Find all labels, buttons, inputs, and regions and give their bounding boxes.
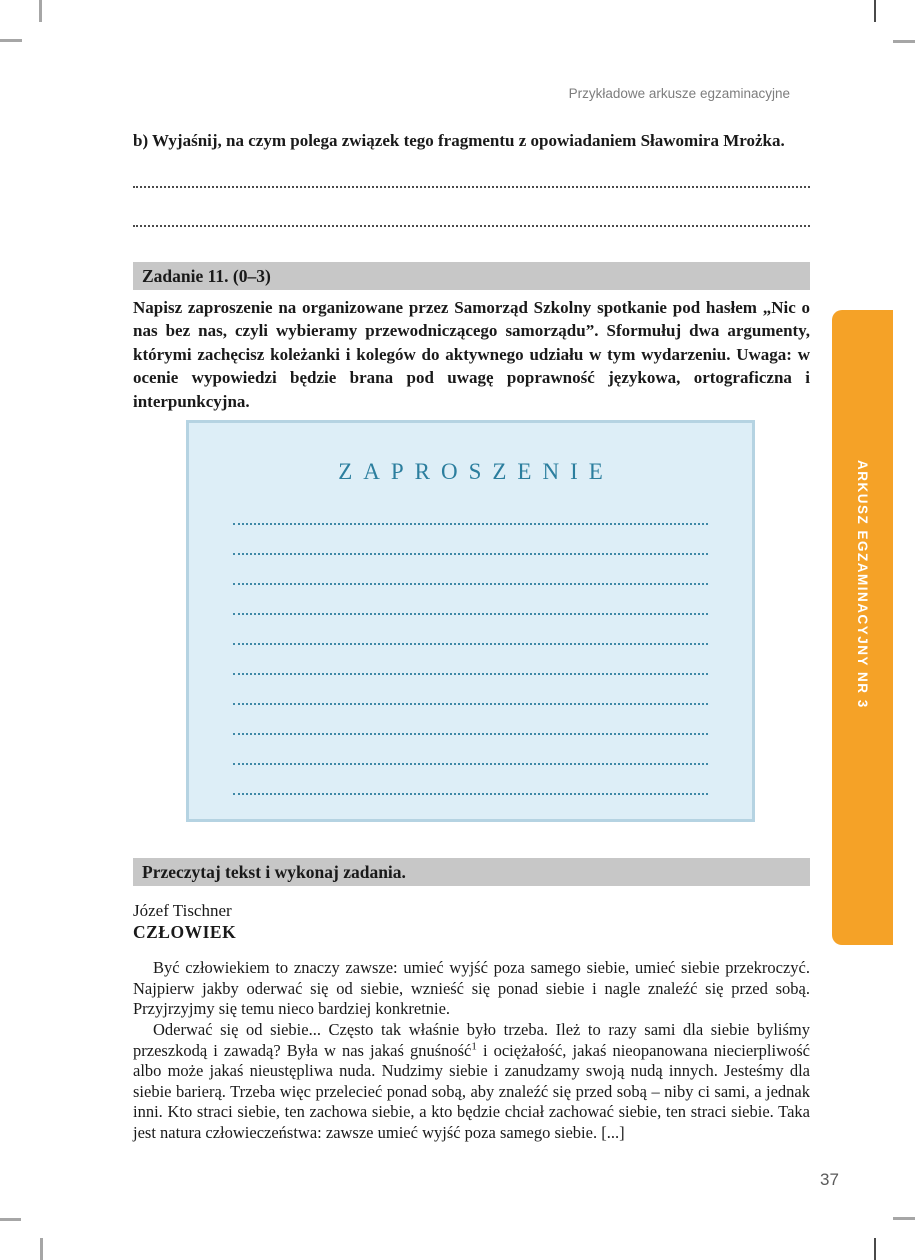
invitation-line [233,567,708,585]
crop-mark-top-left-horizontal [0,39,22,42]
answer-line [133,170,810,188]
invitation-line [233,687,708,705]
running-header: Przykładowe arkusze egzaminacyjne [568,86,790,101]
page-number: 37 [820,1170,839,1189]
side-tab-label: ARKUSZ EGZAMINACYJNY NR 3 [855,460,870,709]
crop-mark-top-right-vertical [874,0,876,22]
body-paragraph-2 [133,1020,810,1144]
reading-header-label: Przeczytaj tekst i wykonaj zadania. [142,862,406,882]
invitation-line [233,597,708,615]
body-paragraph-1: Być człowiekiem to znaczy zawsze: umieć wyjść poza samego siebie, umieć siebie przekroczyć. Najpierw jakby oderwać się od siebie, wznieść się ponad siebie i nagle znaleźć się przed sobą. Przyjrzyjmy się temu nieco bardziej konkretnie. [133,958,810,1019]
invitation-line [233,657,708,675]
footnote-marker: 1 [471,1040,477,1053]
task11-header-label: Zadanie 11. (0–3) [142,266,271,286]
crop-mark-bottom-left-horizontal [0,1218,21,1221]
question-b-text: b) Wyjaśnij, na czym polega związek tego fragmentu z opowiadaniem Sławomira Mrożka. [133,131,785,150]
text-title: CZŁOWIEK [133,922,237,942]
answer-line [133,209,810,227]
reading-header-bar [133,858,810,886]
task11-header-bar [133,262,810,290]
invitation-line [233,627,708,645]
invitation-line [233,747,708,765]
text-author: Józef Tischner [133,901,232,920]
task11-instruction: Napisz zaproszenie na organizowane przez Samorząd Szkolny spotkanie pod hasłem „Nic o nas bez nas, czyli wybieramy przewodniczącego samorządu”. Sformułuj dwa argumenty, którymi zachęcisz koleżanki i kolegów do aktywnego udziału w tym wydarzeniu. Uwaga: w ocenie wypowiedzi będzie brana pod uwagę poprawność językowa, ortograficzna i interpunkcyjna. [133,298,810,411]
paragraph2-text-pre: Oderwać się od siebie... Często tak właśnie było trzeba. Ileż to razy sami dla siebie byliśmy przeszkodą i zawadą? Była w nas jakaś gnuśność [133,1020,810,1060]
invitation-line [233,537,708,555]
crop-mark-top-right-horizontal [893,40,915,43]
invitation-line [233,507,708,525]
invitation-title: ZAPROSZENIE [338,459,614,484]
side-tab [832,310,893,945]
invitation-box [186,420,755,822]
crop-mark-top-left-vertical [39,0,42,22]
crop-mark-bottom-right-horizontal [893,1217,915,1220]
paragraph2-text-post: i ociężałość, jakaś nieopanowana niecierpliwość albo może jakaś nieustępliwa nuda. Nudzimy siebie i zanudzamy swoją nudą innych. Jesteśmy dla siebie barierą. Trzeba więc przelecieć ponad sobą, aby znaleźć się przed sobą – niby ci sami, a jednak inni. Kto straci siebie, ten zachowa siebie, a kto będzie chciał zachować siebie, ten straci siebie. Taka jest natura człowieczeństwa: zawsze umieć wyjść poza samego siebie. [...] [133,1040,811,1142]
invitation-line [233,717,708,735]
crop-mark-bottom-left-vertical [40,1238,43,1260]
crop-mark-bottom-right-vertical [874,1238,876,1260]
invitation-line [233,777,708,795]
answer-lines [133,170,810,248]
invitation-lines [233,507,708,807]
